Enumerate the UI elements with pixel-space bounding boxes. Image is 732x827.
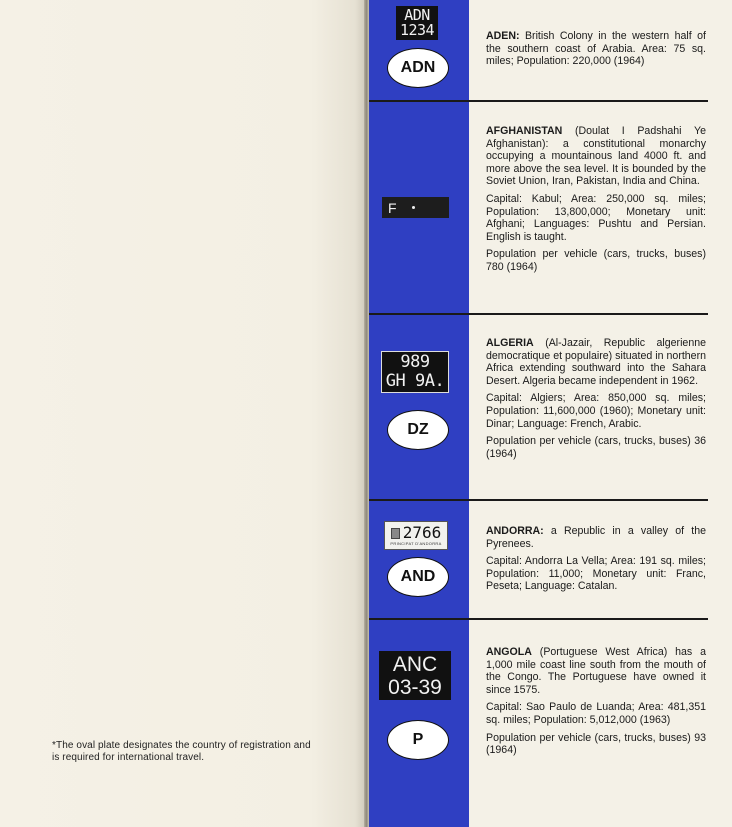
coat-of-arms-icon [391,528,400,539]
entry-divider [369,499,708,501]
country-oval-aden: ADN [387,48,449,88]
plate-line: ADN [404,6,430,24]
entry-divider [369,100,708,102]
license-plate-algeria [381,351,449,393]
plate-dot-icon [412,206,415,209]
plate-line: 1234 [399,21,435,39]
license-plate-andorra [384,521,448,550]
plate-line: F [388,199,397,216]
country-name: ANDORRA: [486,525,544,537]
plate-line: 2766 [402,523,442,542]
country-details: Capital: Algiers; Area: 850,000 sq. miles; Population: 11,600,000 (1960); Monetary unit: Dinar; Language: French, Arabic. [486,392,706,430]
license-plate-angola [379,651,451,700]
license-plate-afghanistan [382,197,449,218]
country-description: (Doulat I Padshahi Ye Afghanistan): a constitutional monarchy occupying a mountainous land 4000 ft. and more above the sea level. It is bounded by the Soviet Union, Iran, Pakistan, India and China. [486,125,706,188]
country-name: AFGHANISTAN [486,125,563,137]
country-oval-algeria: DZ [387,410,449,450]
entry-angola [486,646,706,762]
entry-algeria [486,337,706,465]
country-description: British Colony in the western half of the southern coast of Arabia. Area: 75 sq. miles; Population: 220,000 (1964) [486,30,706,68]
entry-divider [369,313,708,315]
entry-divider [369,618,708,620]
entry-aden [486,30,706,73]
country-description: a Republic in a valley of the Pyrenees. [486,525,706,550]
country-oval-angola: P [387,720,449,760]
plate-line: GH 9A. [385,371,445,391]
plate-line: 03-39 [388,675,442,699]
entry-afghanistan [486,125,706,279]
country-description: (Portuguese West Africa) has a 1,000 mile coast line south from the mouth of the Congo. The Portuguese have owned it since 1575. [486,646,706,696]
country-name: ALGERIA [486,337,534,349]
country-oval-andorra: AND [387,557,449,597]
country-details: Capital: Andorra La Vella; Area: 191 sq. miles; Population: 11,000; Monetary unit: Franc, Peseta; Language: Catalan. [486,555,706,593]
license-plate-aden [396,6,438,40]
country-name: ANGOLA [486,646,532,658]
country-name: ADEN: [486,30,520,42]
vehicle-stats: Population per vehicle (cars, trucks, buses) 780 (1964) [486,248,706,273]
plate-line: ANC [392,652,438,676]
country-details: Capital: Sao Paulo de Luanda; Area: 481,351 sq. miles; Population: 5,012,000 (1963) [486,701,706,726]
footnote: *The oval plate designates the country of registration and is required for international travel. [52,740,311,763]
country-description: (Al-Jazair, Republic algerienne democratique et populaire) situated in northern Africa extending southward into the Sahara Desert. Algeria became independent in 1962. [486,337,706,387]
entry-andorra [486,525,706,598]
plate-caption: PRINCIPAT D'ANDORRA [390,541,442,546]
vehicle-stats: Population per vehicle (cars, trucks, buses) 93 (1964) [486,731,706,757]
plate-line: 989 [400,352,430,372]
vehicle-stats: Population per vehicle (cars, trucks, buses) 36 (1964) [486,435,706,460]
country-details: Capital: Kabul; Area: 250,000 sq. miles; Population: 13,800,000; Monetary unit: Afghani; Languages: Pushtu and Persian. English is taught. [486,192,706,243]
